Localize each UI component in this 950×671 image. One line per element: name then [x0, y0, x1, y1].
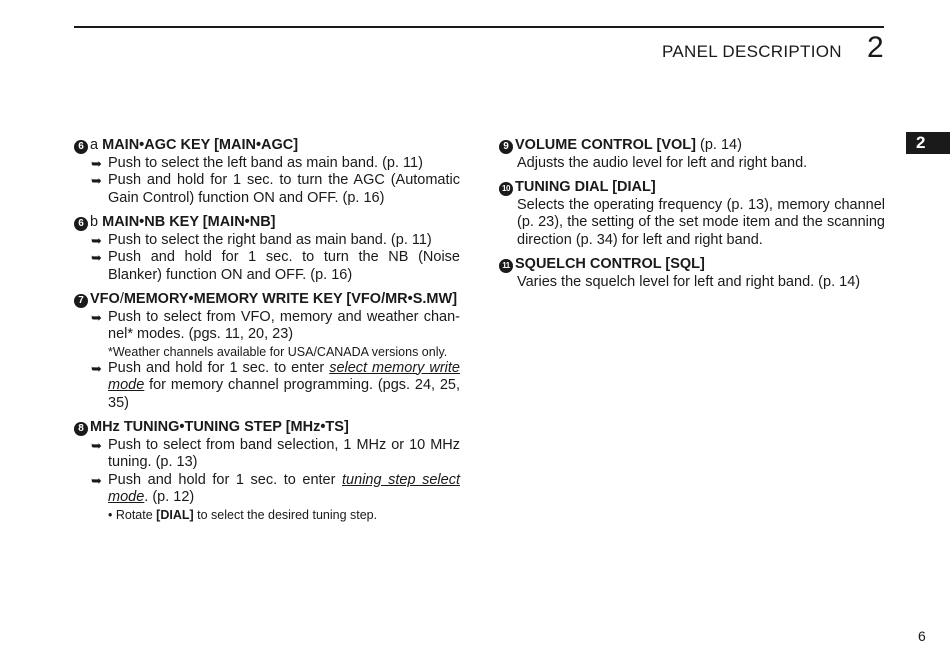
section-title: PANEL DESCRIPTION — [662, 42, 842, 61]
item-mhz-tuning-key — [74, 419, 460, 523]
header-rule — [74, 26, 884, 28]
item-description: Selects the operating frequency (p. 13), memory channel (p. 23), the setting of the set mode item and the scanning direction (p. 34) for left and right band. — [517, 196, 885, 248]
mode-name: select memory write mode — [108, 359, 460, 393]
arrow-icon: ➥ — [91, 173, 102, 188]
item-title: MAIN•NB KEY [MAIN•NB] — [102, 214, 276, 230]
arrow-icon: ➥ — [91, 472, 102, 488]
item-number-badge: 8 — [74, 422, 88, 436]
arrow-icon: ➥ — [91, 437, 102, 453]
item-title-pre: VFO — [90, 291, 120, 307]
footnote: *Weather channels available for USA/CANADA versions only. — [108, 344, 448, 359]
bullet: ➥ Push to select from VFO, memory and weather chan-nel* modes. (pgs. 11, 20, 23) — [91, 308, 460, 342]
item-suffix: a — [90, 137, 99, 153]
mode-name: tuning step select mode — [108, 471, 460, 505]
item-squelch-control — [499, 256, 885, 291]
item-title-post: MEMORY•MEMORY WRITE KEY [VFO/MR•S.MW] — [123, 291, 458, 307]
chapter-tab: 2 — [906, 132, 950, 154]
item-description: Adjusts the audio level for left and right band. — [517, 154, 808, 171]
bullet: ➥ Push to select the right band as main band. (p. 11) — [91, 231, 432, 248]
item-description: Varies the squelch level for left and right band. (p. 14) — [517, 273, 861, 290]
item-title: MHz TUNING•TUNING STEP [MHz•TS] — [90, 419, 349, 435]
item-number-badge: 10 — [499, 182, 513, 196]
item-number-badge: 6 — [74, 217, 88, 231]
item-title: TUNING DIAL [DIAL] — [515, 179, 656, 195]
arrow-icon: ➥ — [91, 155, 102, 171]
item-title: MAIN•AGC KEY [MAIN•AGC] — [102, 137, 299, 153]
note: • Rotate [DIAL] to select the desired tuning step. — [108, 507, 378, 522]
arrow-icon: ➥ — [91, 309, 102, 325]
item-vfo-memory-key — [74, 291, 460, 412]
bullet: ➥ Push and hold for 1 sec. to turn the AGC (Automatic Gain Control) function ON and OFF. (p. 16) — [91, 172, 460, 206]
right-column — [499, 137, 885, 298]
arrow-icon: ➥ — [91, 250, 102, 265]
item-volume-control — [499, 137, 885, 172]
item-number-badge: 6 — [74, 140, 88, 154]
bullet: ➥ Push and hold for 1 sec. to turn the NB (Noise Blanker) function ON and OFF. (p. 16) — [91, 249, 460, 283]
bullet: ➥ Push and hold for 1 sec. to enter tuning step select mode. (p. 12) — [91, 471, 460, 505]
bullet: ➥ Push to select from band selection, 1 MHz or 10 MHz tuning. (p. 13) — [91, 436, 460, 470]
item-main-agc-key — [74, 137, 460, 207]
arrow-icon: ➥ — [91, 360, 102, 376]
item-title: SQUELCH CONTROL [SQL] — [515, 256, 705, 272]
item-number-badge: 9 — [499, 140, 513, 154]
item-suffix: b — [90, 214, 99, 230]
item-number-badge: 11 — [499, 259, 513, 273]
bullet: ➥ Push to select the left band as main band. (p. 11) — [91, 154, 423, 171]
page-ref: (p. 14) — [695, 137, 742, 153]
arrow-icon: ➥ — [91, 232, 102, 248]
left-column — [74, 137, 460, 530]
chapter-number: 2 — [867, 31, 884, 64]
bullet: ➥ Push and hold for 1 sec. to enter select memory write mode for memory channel programming. (pgs. 24, 25, 35) — [91, 359, 460, 411]
item-tuning-dial — [499, 179, 885, 249]
item-title-slash: / — [119, 291, 124, 307]
item-main-nb-key — [74, 214, 460, 284]
item-number-badge: 7 — [74, 294, 88, 308]
page-number: 6 — [918, 628, 926, 644]
item-title: VOLUME CONTROL [VOL] — [515, 137, 696, 153]
